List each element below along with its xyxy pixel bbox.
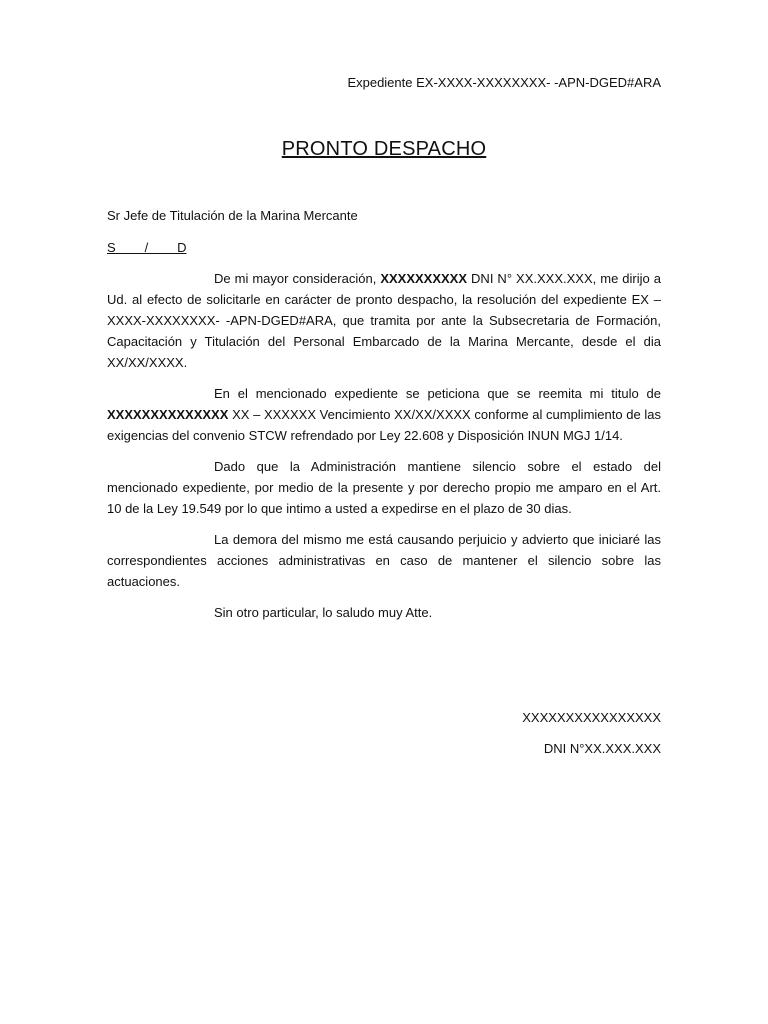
signature-name: XXXXXXXXXXXXXXXX — [522, 710, 661, 725]
letter-body — [107, 268, 661, 633]
paragraph-1 — [107, 268, 661, 373]
paragraph-1-rest: DNI N° XX.XXX.XXX, me dirijo a Ud. al efecto de solicitarle en carácter de pronto despacho, la resolución del expediente EX – XXXX-XXXXXXXX- -APN-DGED#ARA, que tramita por ante la Subsecretaria de Formación, Capacitación y Titulación del Personal Embarcado de la Marina Mercante, desde el dia XX/XX/XXXX. — [107, 271, 661, 370]
document-title: PRONTO DESPACHO — [281, 138, 487, 160]
title-type: XXXXXXXXXXXXXX — [107, 407, 229, 422]
paragraph-2-rest: XX – XXXXXX Vencimiento XX/XX/XXXX conforme al cumplimiento de las exigencias del convenio STCW refrendado por Ley 22.608 y Disposición INUN MGJ 1/14. — [107, 407, 661, 443]
paragraph-1-lead: De mi mayor consideración, — [214, 271, 381, 286]
paragraph-2 — [107, 383, 661, 446]
closing-line: Sin otro particular, lo saludo muy Atte. — [214, 605, 433, 620]
addressee-line: Sr Jefe de Titulación de la Marina Mercante — [107, 208, 358, 223]
paragraph-2-lead: En el mencionado expediente se peticiona que se reemita mi titulo de — [214, 386, 661, 401]
paragraph-3: Dado que la Administración mantiene silencio sobre el estado del mencionado expediente, por medio de la presente y por derecho propio me amparo en el Art. 10 de la Ley 19.549 por lo que intimo a usted a expedirse en el plazo de 30 dias. — [107, 459, 661, 516]
signature-dni: DNI N°XX.XXX.XXX — [543, 741, 661, 756]
paragraph-4: La demora del mismo me está causando perjuicio y advierto que iniciaré las correspondientes acciones administrativas en caso de mantener el silencio sobre las actuaciones. — [107, 532, 661, 589]
expediente-reference: Expediente EX-XXXX-XXXXXXXX- -APN-DGED#ARA — [347, 75, 661, 90]
applicant-name: XXXXXXXXXX — [380, 271, 468, 286]
sd-line: S / D — [107, 240, 187, 255]
